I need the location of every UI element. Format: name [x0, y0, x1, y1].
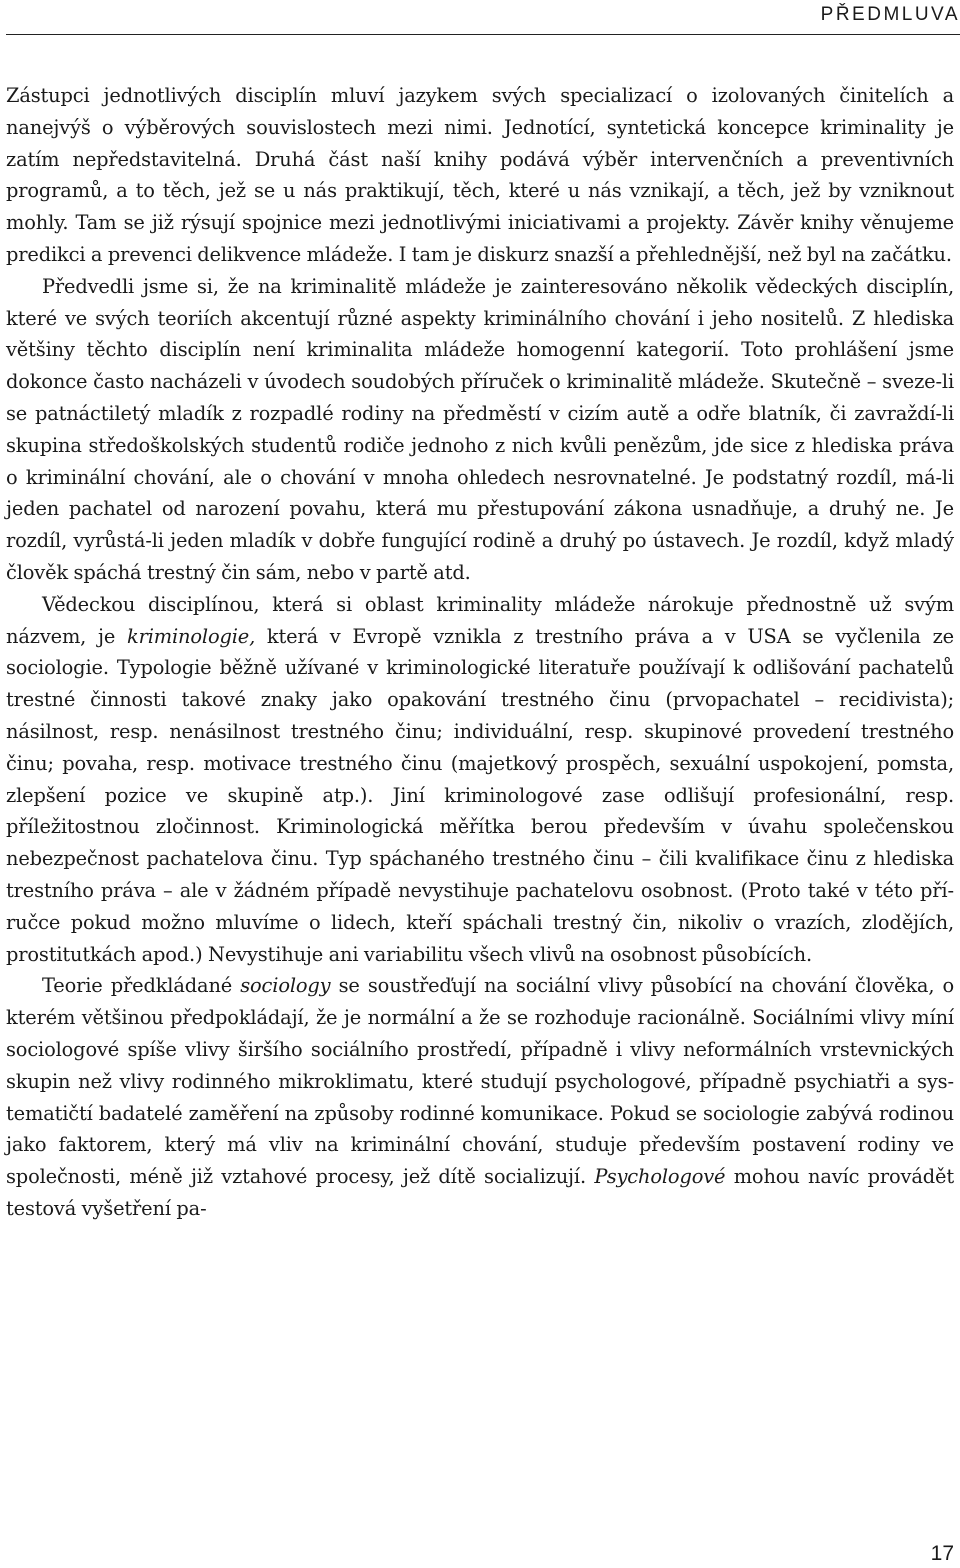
text-run: se soustřeďují na sociální vlivy působící na chování člověka, o kterém většinou předpokládají, že je normální a že se rozhoduje racionálně. Sociálními vlivy míní sociologové spíše vlivy širšího sociálního prostředí, případně i vlivy neformálních vrstevnických skupin než vlivy rodinného mikroklimatu, které studují psychologové, případně psychiatři a systematičtí badatelé zaměření na způsoby rodinné komunikace. Pokud se sociologie zabývá rodinou jako faktorem, který má vliv na kriminální chování, studuje především postavení rodiny ve společnosti, méně již vztahové procesy, jež dítě socializují.: [6, 974, 954, 1189]
emphasis-term: kriminologie,: [126, 624, 256, 648]
text-run: Teorie předkládané: [42, 974, 241, 998]
paragraph: [6, 589, 954, 971]
text-run: Předvedli jsme si, že na kriminalitě mládeže je zainteresováno několik vědeckých disciplín, které ve svých teoriích akcentují různé aspekty kriminálního chování i jeho nositelů. Z hlediska většiny těchto disciplín není kriminalita mládeže homogenní kategorií. Toto prohlášení jsme dokonce často nacházeli v úvodech soudobých příruček o kriminalitě mládeže. Skutečně – sveze-li se patnáctiletý mladík z rozpadlé rodiny na předměstí v cizím autě a odře blatník, či zavraždí-li skupina středoškolských studentů rodiče jednoho z nich kvůli penězům, jde sice z hlediska práva o kriminální chování, ale o chování v mnoha ohledech nesrovnatelné. Je podstatný rozdíl, má-li jeden pachatel od narození povahu, která mu přestupování zákona usnadňuje, a druhý ne. Je rozdíl, vyrůstá-li jeden mladík v dobře fungující rodině a druhý po ústavech. Je rozdíl, když mladý člověk spáchá trestný čin sám, nebo v partě atd.: [6, 274, 954, 584]
body-text: [6, 80, 954, 1225]
running-header: PŘEDMLUVA: [820, 4, 960, 25]
emphasis-term: Psychologové: [594, 1165, 726, 1189]
emphasis-term: sociology: [240, 974, 331, 998]
header-rule: [6, 34, 960, 35]
paragraph: [6, 80, 954, 271]
text-run: Zástupci jednotlivých disciplín mluví jazykem svých specializací o izolovaných činitelích a nanejvýš o výběrových souvislostech mezi nimi. Jednotící, syntetická koncepce kriminality je zatím nepředstavitelná. Druhá část naší knihy podává výběr intervenčních a preventivních programů, a to těch, jež se u nás praktikují, těch, které u nás vznikají, a těch, jež by vzniknout mohly. Tam se již rýsují spojnice mezi jednotlivými iniciativami a projekty. Závěr knihy věnujeme predikci a prevenci delikvence mládeže. I tam je diskurz snazší a přehlednější, než byl na začátku.: [6, 84, 954, 266]
paragraph: [6, 271, 954, 589]
text-run: Vědeckou disciplínou, která si oblast kriminality mládeže nárokuje přednostně už svým názvem, je: [6, 592, 954, 648]
text-run: která v Evropě vznikla z trestního práva a v USA se vyčlenila ze sociologie. Typologie běžně užívané v kriminologické literatuře používají k odlišování pachatelů trestné činnosti takové znaky jako opakování trestného činu (prvopachatel – recidivista); násilnost, resp. nenásilnost trestného činu; individuální, resp. skupinové provedení trestného činu; povaha, resp. motivace trestného činu (majetkový prospěch, sexuální uspokojení, pomsta, zlepšení pozice ve skupině atp.). Jiní kriminologové zase odlišují profesionální, resp. příležitostnou zločinnost. Kriminologická měřítka berou především v úvahu společenskou nebezpečnost pachatelova činu. Typ spáchaného trestného činu – čili kvalifikace činu z hlediska trestního práva – ale v žádném případě nevystihuje pachatelovu osobnost. (Proto také v této příručce pokud možno mluvíme o lidech, kteří spáchali trestný čin, nikoliv o vrazích, zlodějích, prostitutkách apod.) Nevystihuje ani variabilitu všech vlivů na osobnost působících.: [6, 624, 954, 966]
text-run: mohou navíc provádět testová vyšetření pa-: [6, 1165, 954, 1220]
page-number: 17: [930, 1542, 954, 1565]
paragraph: [6, 970, 954, 1224]
